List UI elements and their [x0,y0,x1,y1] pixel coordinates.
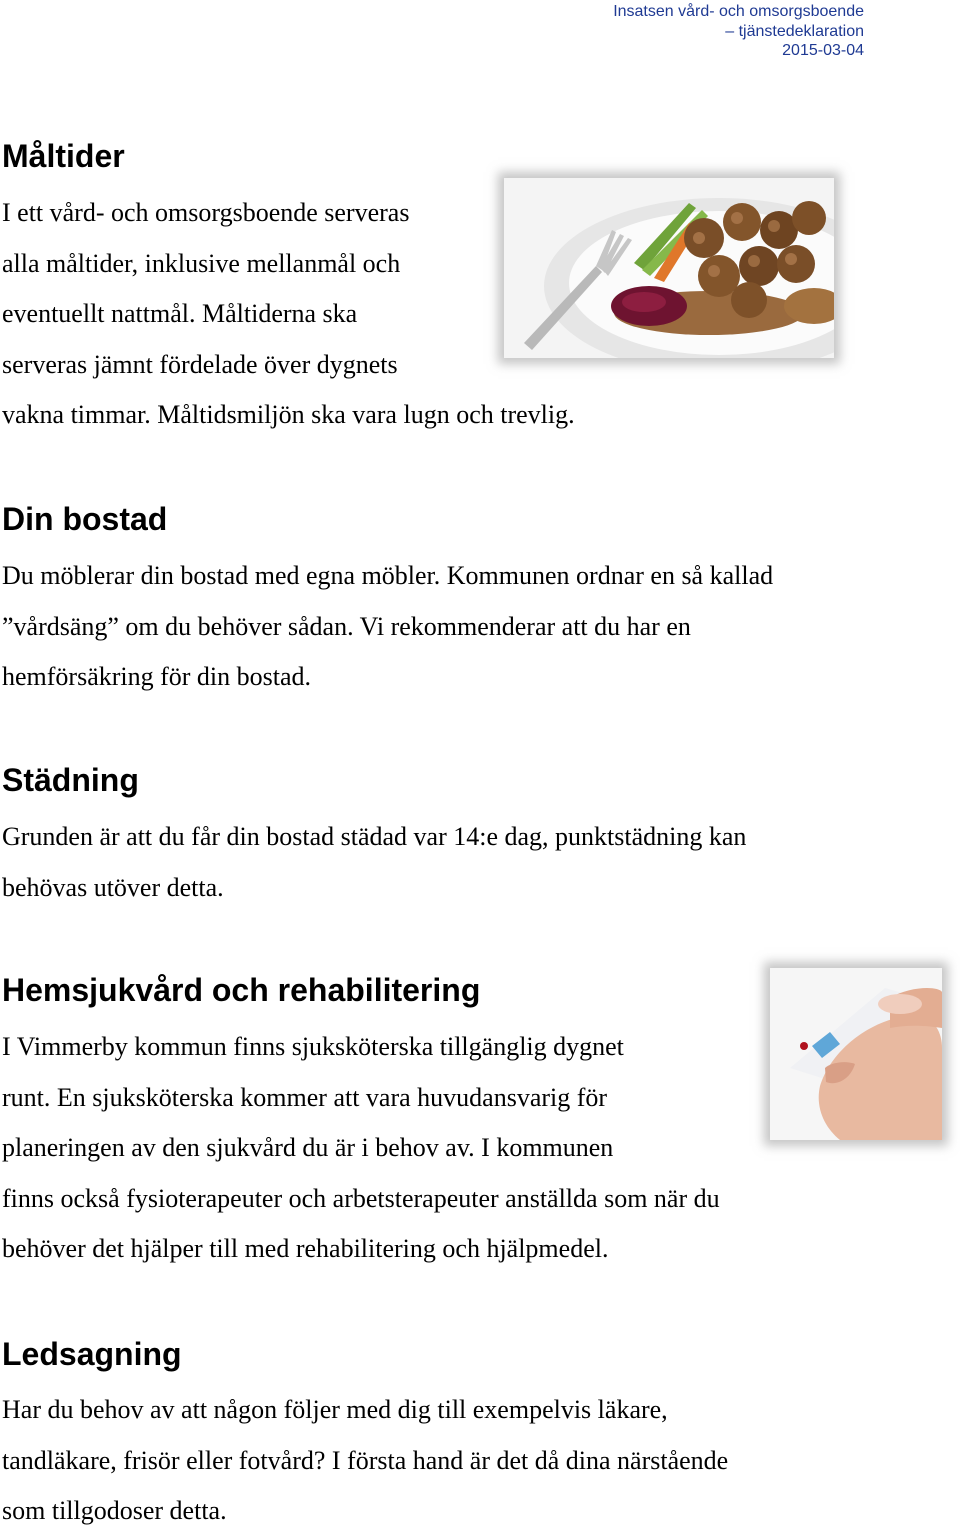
paragraph-line: vakna timmar. Måltidsmiljön ska vara lugn och trevlig. [2,400,575,430]
header-date: 2015-03-04 [782,42,864,59]
paragraph-hemsjukvard [2,1022,720,1275]
paragraph-line: tandläkare, frisör eller fotvård? I första hand är det då dina närstående [2,1445,729,1475]
paragraph-line: alla måltider, inklusive mellanmål och [2,248,401,278]
paragraph-line: runt. En sjuksköterska kommer att vara huvudansvarig för [2,1082,608,1112]
paragraph-line: som tillgodoser detta. [2,1496,227,1526]
paragraph-ledsagning [2,1385,728,1537]
paragraph-din-bostad [2,551,773,703]
paragraph-line: Du möblerar din bostad med egna möbler. Kommunen ordnar en så kallad [2,561,774,590]
paragraph-maltider [2,188,575,441]
meatball-plate-photo [504,178,834,358]
document-header [613,2,864,61]
heading-ledsagning: Ledsagning [2,1336,182,1372]
paragraph-line: behöver det hjälper till med rehabilitering och hjälpmedel. [2,1234,609,1264]
paragraph-line: eventuellt nattmål. Måltiderna ska [2,299,358,329]
finger-blood-test-icon [770,968,942,1140]
paragraph-line: hemförsäkring för din bostad. [2,662,312,692]
paragraph-line: ”vårdsäng” om du behöver sådan. Vi rekommenderar att du har en [2,611,691,641]
paragraph-stadning [2,812,746,913]
heading-hemsjukvard: Hemsjukvård och rehabilitering [2,972,481,1008]
paragraph-line: Har du behov av att någon följer med dig till exempelvis läkare, [2,1395,668,1424]
paragraph-line: behövas utöver detta. [2,872,224,902]
paragraph-line: planeringen av den sjukvård du är i behov av. I kommunen [2,1133,614,1163]
heading-maltider: Måltider [2,138,125,174]
paragraph-line: I ett vård- och omsorgsboende serveras [2,198,410,227]
paragraph-line: I Vimmerby kommun finns sjuksköterska tillgänglig dygnet [2,1032,624,1061]
finger-blood-test-photo [770,968,942,1140]
heading-din-bostad: Din bostad [2,501,168,537]
header-subtitle: – tjänstedeklaration [725,22,864,40]
meatball-plate-icon [504,178,834,358]
paragraph-line: Grunden är att du får din bostad städad var 14:e dag, punktstädning kan [2,822,747,851]
paragraph-line: serveras jämnt fördelade över dygnets [2,349,398,379]
paragraph-line: finns också fysioterapeuter och arbetsterapeuter anställda som när du [2,1183,720,1213]
header-title: Insatsen vård- och omsorgsboende [613,3,864,20]
heading-stadning: Städning [2,762,139,798]
